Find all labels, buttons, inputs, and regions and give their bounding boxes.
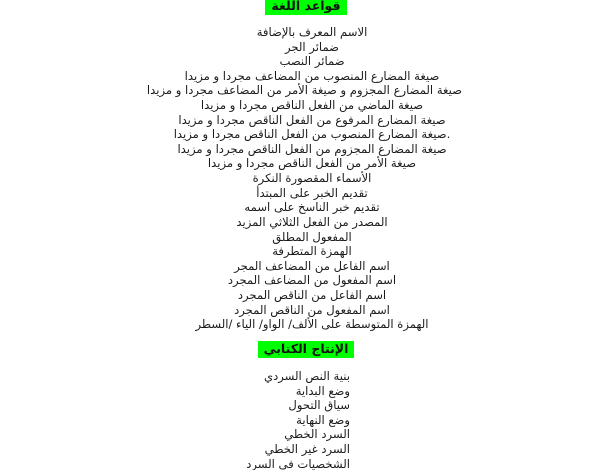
list-item: صيغة المضارع المجزوم و صيغة الأمر من المضاعف مجردا و مزيدا (146, 83, 462, 98)
list-item: وضع النهاية (296, 412, 350, 427)
list-item: صيغة المضارع المنصوب من المضاعف مجردا و مزيدا (184, 68, 440, 83)
list-item: المصدر من الفعل الثلاثي المزيد (236, 214, 388, 229)
list-item: .صيغة المضارع المنصوب من الفعل الناقص مجردا و مزيدا (173, 127, 451, 142)
list-item: صيغة المضارع المجزوم من الفعل الناقص مجردا و مزيدا (177, 141, 447, 156)
list-item: اسم المفعول من المضاعف المجرد (227, 273, 397, 288)
list-item: الهمزة المتوسطة على الألف/ الواو/ الياء /السطر (195, 317, 429, 332)
section-grammar-heading: قواعد اللغة (265, 0, 346, 15)
list-item: المفعول المطلق (272, 229, 352, 244)
list-item: صيغة الماضي من الفعل الناقص مجردا و مزيدا (200, 98, 424, 113)
writing-topics-list (240, 369, 350, 470)
list-item: صيغة الأمر من الفعل الناقص مجردا و مزيدا (207, 156, 417, 171)
grammar-topics-list (146, 25, 462, 332)
list-item: اسم الفاعل من الناقص المجرد (237, 287, 387, 302)
list-item: تقديم خبر الناسخ على اسمه (244, 200, 380, 215)
list-item: بنية النص السردي (264, 369, 350, 383)
list-item: ضمائر النصب (279, 54, 345, 69)
list-item: السرد غير الخطي (264, 442, 350, 457)
list-item: اسم الفاعل من المضاعف المجر (234, 258, 390, 273)
list-item: سياق التحول (288, 398, 350, 413)
section-writing-heading: الإنتاج الكتابي (258, 341, 355, 358)
list-item: الشخصيات في السرد (246, 456, 350, 470)
list-item: وضع البداية (295, 383, 350, 398)
section-writing-heading-wrap (0, 338, 612, 358)
list-item: اسم المفعول من الناقص المجرد (234, 302, 390, 317)
list-item: الأسماء المقصورة النكرة (252, 171, 372, 186)
list-item: تقديم الخبر على المبتدأ (256, 185, 368, 200)
list-item: ضمائر الجر (284, 39, 340, 54)
section-grammar-heading-wrap (0, 0, 612, 15)
list-item: الهمزة المتطرفة (272, 244, 352, 259)
list-item: السرد الخطي (284, 427, 350, 442)
list-item: الاسم المعرف بالإضافة (256, 25, 368, 39)
list-item: صيغة المضارع المرفوع من الفعل الناقص مجردا و مزيدا (178, 112, 446, 127)
